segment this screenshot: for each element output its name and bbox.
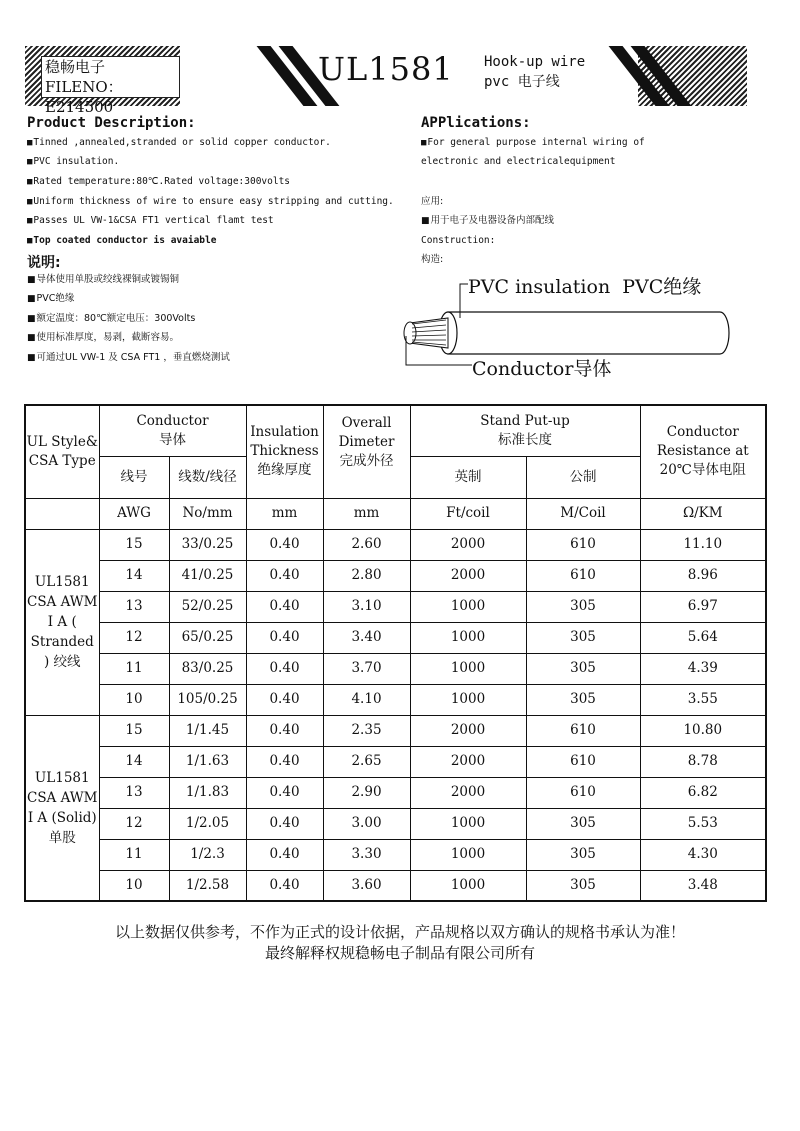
table-cell: 3.30 (323, 839, 410, 870)
table-cell: 2000 (410, 715, 526, 746)
table-cell: 2.80 (323, 560, 410, 591)
disclaimer-line-1: 以上数据仅供参考，不作为正式的设计依据，产品规格以双方确认的规格书承认为准！ (114, 923, 685, 941)
description-cn-title: 说明: (27, 255, 61, 271)
table-row (25, 746, 766, 777)
table-cell: 0.40 (246, 622, 323, 653)
product-type-cn: pvc 电子线 (484, 74, 560, 90)
table-row (25, 777, 766, 808)
table-row (25, 560, 766, 591)
table-cell: 1000 (410, 622, 526, 653)
table-cell: 1/2.05 (169, 808, 246, 839)
table-cell: 2.65 (323, 746, 410, 777)
table-cell: 11 (99, 653, 169, 684)
table-cell: 5.64 (640, 622, 766, 653)
table-cell: 610 (526, 777, 640, 808)
table-row (25, 653, 766, 684)
table-cell: 2.35 (323, 715, 410, 746)
table-cell: 305 (526, 870, 640, 901)
company-box (41, 56, 180, 116)
table-row (25, 529, 766, 560)
header-conductor-en: Conductor (136, 412, 209, 429)
table-row (25, 870, 766, 901)
product-type-en: Hook-up wire (484, 54, 586, 70)
header-resistance-cn: 20℃导体电阻 (659, 462, 746, 479)
solid-rows (25, 715, 766, 901)
wire-jacket (448, 312, 729, 354)
table-cell: 1000 (410, 808, 526, 839)
table-cell: 3.55 (640, 684, 766, 715)
header-strand: 线数/线径 (169, 456, 246, 498)
model-number: UL1581 (318, 50, 454, 88)
table-cell: 3.70 (323, 653, 410, 684)
table-cell: 41/0.25 (169, 560, 246, 591)
description-item: ■ Uniform thickness of wire to ensure easy stripping and cutting. (27, 195, 394, 209)
description-cn-item: ■ 使用标准厚度，易剥，截断容易。 (27, 331, 179, 345)
header-insulation-cn: 绝缘厚度 (257, 462, 312, 479)
applications-line-1: ■ For general purpose internal wiring of (421, 136, 645, 150)
table-cell: 1/1.45 (169, 715, 246, 746)
stranded-rows (25, 529, 766, 715)
table-cell: 1/1.63 (169, 746, 246, 777)
table-cell: 3.48 (640, 870, 766, 901)
table-cell: 83/0.25 (169, 653, 246, 684)
description-cn-item: ■ 导体使用单股或绞线裸铜或镀锡铜 (27, 273, 179, 287)
table-row (25, 808, 766, 839)
table-cell: 0.40 (246, 870, 323, 901)
header-putup-en: Stand Put-up (480, 412, 570, 429)
table-cell: 0.40 (246, 746, 323, 777)
header-resistance-en: Conductor Resistance at (656, 424, 749, 460)
table-cell: 1000 (410, 839, 526, 870)
table-cell: 305 (526, 808, 640, 839)
table-cell: 10 (99, 870, 169, 901)
applications-line-2: electronic and electricalequipment (421, 156, 616, 167)
units-row (25, 498, 766, 529)
table-cell: 2000 (410, 777, 526, 808)
header-insulation-en: Insulation Thickness (250, 424, 319, 460)
applications-cn-label: 应用: (421, 196, 444, 207)
description-cn-item: ■ PVC绝缘 (27, 292, 74, 306)
company-name: 稳畅电子 (45, 58, 106, 76)
table-cell: 3.00 (323, 808, 410, 839)
table-cell: 13 (99, 591, 169, 622)
group-label-solid: UL1581 CSA AWM I A (Solid) 单股 (25, 715, 99, 901)
header-od (323, 405, 410, 498)
table-cell: 52/0.25 (169, 591, 246, 622)
table-cell: 0.40 (246, 839, 323, 870)
description-item: ■ Top coated conductor is avaiable (27, 234, 216, 248)
unit-cell: Ω/KM (640, 498, 766, 529)
product-type (484, 52, 585, 92)
header-gauge: 线号 (99, 456, 169, 498)
table-cell: 610 (526, 529, 640, 560)
table-cell: 13 (99, 777, 169, 808)
header-putup-cn: 标准长度 (498, 431, 552, 448)
header-metric: 公制 (526, 456, 640, 498)
table-cell: 305 (526, 622, 640, 653)
table-cell: 305 (526, 839, 640, 870)
disclaimer-line-2: 最终解释权规稳畅电子制品有限公司所有 (264, 944, 535, 962)
description-cn-item: ■ 额定温度：80℃额定电压：300Volts (27, 312, 195, 326)
conductor-label: Conductor导体 (472, 358, 612, 380)
table-cell: 3.40 (323, 622, 410, 653)
table-cell: 610 (526, 746, 640, 777)
table-cell: 1000 (410, 870, 526, 901)
table-cell: 65/0.25 (169, 622, 246, 653)
spec-table (24, 404, 767, 902)
table-row (25, 684, 766, 715)
table-cell: 305 (526, 653, 640, 684)
table-cell: 11.10 (640, 529, 766, 560)
header-style (25, 405, 99, 498)
table-cell: 33/0.25 (169, 529, 246, 560)
table-cell: 105/0.25 (169, 684, 246, 715)
header-conductor-cn: 导体 (159, 431, 186, 448)
table-cell: 2000 (410, 529, 526, 560)
table-cell: 0.40 (246, 715, 323, 746)
table-cell: 305 (526, 591, 640, 622)
table-cell: 10.80 (640, 715, 766, 746)
table-cell: 0.40 (246, 808, 323, 839)
table-cell: 1/2.58 (169, 870, 246, 901)
table-cell: 5.53 (640, 808, 766, 839)
table-cell: 2000 (410, 746, 526, 777)
table-cell: 2.90 (323, 777, 410, 808)
unit-cell: AWG (99, 498, 169, 529)
units-blank (25, 498, 99, 529)
table-cell: 15 (99, 715, 169, 746)
header-style-text: UL Style& CSA Type (26, 433, 98, 469)
description-item: ■ Tinned ,annealed,stranded or solid copper conductor. (27, 136, 331, 150)
description-item: ■ Rated temperature:80℃.Rated voltage:300volts (27, 175, 290, 189)
table-cell: 0.40 (246, 777, 323, 808)
unit-cell: mm (246, 498, 323, 529)
header-imperial: 英制 (410, 456, 526, 498)
table-cell: 2.60 (323, 529, 410, 560)
header-resistance (640, 405, 766, 498)
table-cell: 1000 (410, 684, 526, 715)
table-row (25, 715, 766, 746)
table-cell: 4.30 (640, 839, 766, 870)
group-label-stranded: UL1581 CSA AWM I A ( Stranded ) 绞线 (25, 529, 99, 715)
unit-cell: mm (323, 498, 410, 529)
table-cell: 4.39 (640, 653, 766, 684)
construction-label: Construction: (421, 235, 496, 246)
table-cell: 8.96 (640, 560, 766, 591)
table-cell: 0.40 (246, 560, 323, 591)
table-cell: 610 (526, 715, 640, 746)
table-row (25, 591, 766, 622)
table-cell: 305 (526, 684, 640, 715)
table-cell: 0.40 (246, 591, 323, 622)
table-cell: 4.10 (323, 684, 410, 715)
table-cell: 11 (99, 839, 169, 870)
description-title: Product Description: (27, 115, 196, 131)
table-cell: 12 (99, 622, 169, 653)
table-cell: 14 (99, 560, 169, 591)
file-number: FILENO：E214500 (45, 78, 123, 116)
table-row (25, 839, 766, 870)
table-cell: 1/2.3 (169, 839, 246, 870)
insulation-label: PVC insulation PVC绝缘 (468, 276, 702, 298)
applications-cn-item: ■ 用于电子及电器设备内部配线 (421, 214, 554, 228)
table-cell: 8.78 (640, 746, 766, 777)
construction-cn-label: 构造: (421, 254, 444, 265)
table-cell: 10 (99, 684, 169, 715)
header-od-en: Overall Dimeter (338, 415, 395, 450)
table-cell: 0.40 (246, 684, 323, 715)
table-cell: 6.97 (640, 591, 766, 622)
table-cell: 14 (99, 746, 169, 777)
unit-cell: No/mm (169, 498, 246, 529)
table-cell: 0.40 (246, 653, 323, 684)
table-cell: 2000 (410, 560, 526, 591)
table-cell: 15 (99, 529, 169, 560)
table-cell: 1000 (410, 653, 526, 684)
table-row (25, 622, 766, 653)
description-cn-item: ■ 可通过UL VW-1 及 CSA FT1 ，垂直燃烧测试 (27, 351, 230, 365)
table-cell: 3.60 (323, 870, 410, 901)
applications-title: APPlications: (421, 115, 531, 131)
table-cell: 1000 (410, 591, 526, 622)
table-cell: 1/1.83 (169, 777, 246, 808)
header-od-cn: 完成外径 (339, 453, 394, 469)
unit-cell: Ft/coil (410, 498, 526, 529)
unit-cell: M/Coil (526, 498, 640, 529)
table-cell: 6.82 (640, 777, 766, 808)
table-cell: 610 (526, 560, 640, 591)
description-item: ■ PVC insulation. (27, 155, 119, 169)
table-cell: 3.10 (323, 591, 410, 622)
header-putup (410, 405, 640, 456)
header-insulation (246, 405, 323, 498)
table-cell: 12 (99, 808, 169, 839)
header-conductor (99, 405, 246, 456)
table-cell: 0.40 (246, 529, 323, 560)
description-item: ■ Passes UL VW-1&CSA FT1 vertical flamt test (27, 214, 274, 228)
